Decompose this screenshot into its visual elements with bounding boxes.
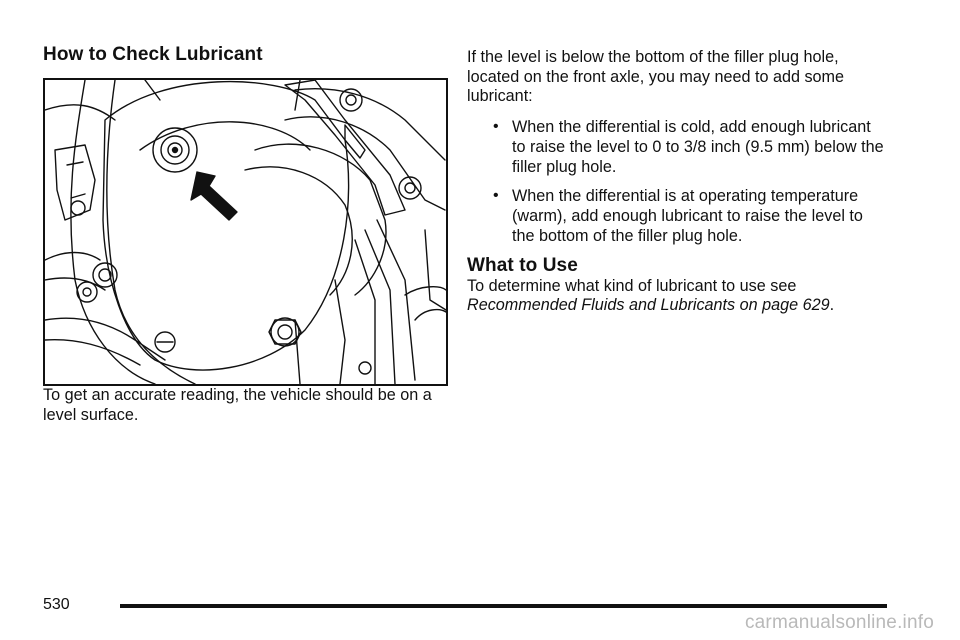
lubricant-level-list (467, 117, 887, 246)
bullet-text-cold: When the differential is cold, add enough lubricant to raise the level to 0 to 3/8 inch (9.5 mm) below the filler plug hole. (512, 117, 884, 176)
bullet-icon: • (493, 117, 499, 135)
what-to-use-text (467, 277, 887, 316)
section-heading-check-lubricant: How to Check Lubricant (43, 44, 263, 65)
section-heading-what-to-use: What to Use (467, 254, 578, 276)
filler-plug-intro: If the level is below the bottom of the filler plug hole, located on the front axle, you may need to add some lubricant: (467, 48, 845, 105)
list-item (467, 117, 887, 177)
bullet-icon: • (493, 186, 499, 204)
fluids-lubricants-link[interactable]: Recommended Fluids and Lubricants on page 629 (467, 296, 830, 314)
watermark: carmanualsonline.info (744, 612, 934, 633)
what-to-use-end: . (829, 296, 835, 314)
page-number: 530 (43, 596, 70, 613)
what-to-use-lead: To determine what kind of lubricant to use see (467, 276, 797, 295)
bullet-text-warm: When the differential is at operating temperature (warm), add enough lubricant to raise the level to the bottom of the filler plug hole. (512, 186, 863, 245)
differential-illustration (43, 78, 448, 386)
footer-divider (120, 604, 887, 608)
level-surface-caption: To get an accurate reading, the vehicle should be on a level surface. (43, 386, 432, 424)
left-column (43, 44, 448, 425)
list-item (467, 186, 887, 246)
right-column (467, 48, 887, 316)
